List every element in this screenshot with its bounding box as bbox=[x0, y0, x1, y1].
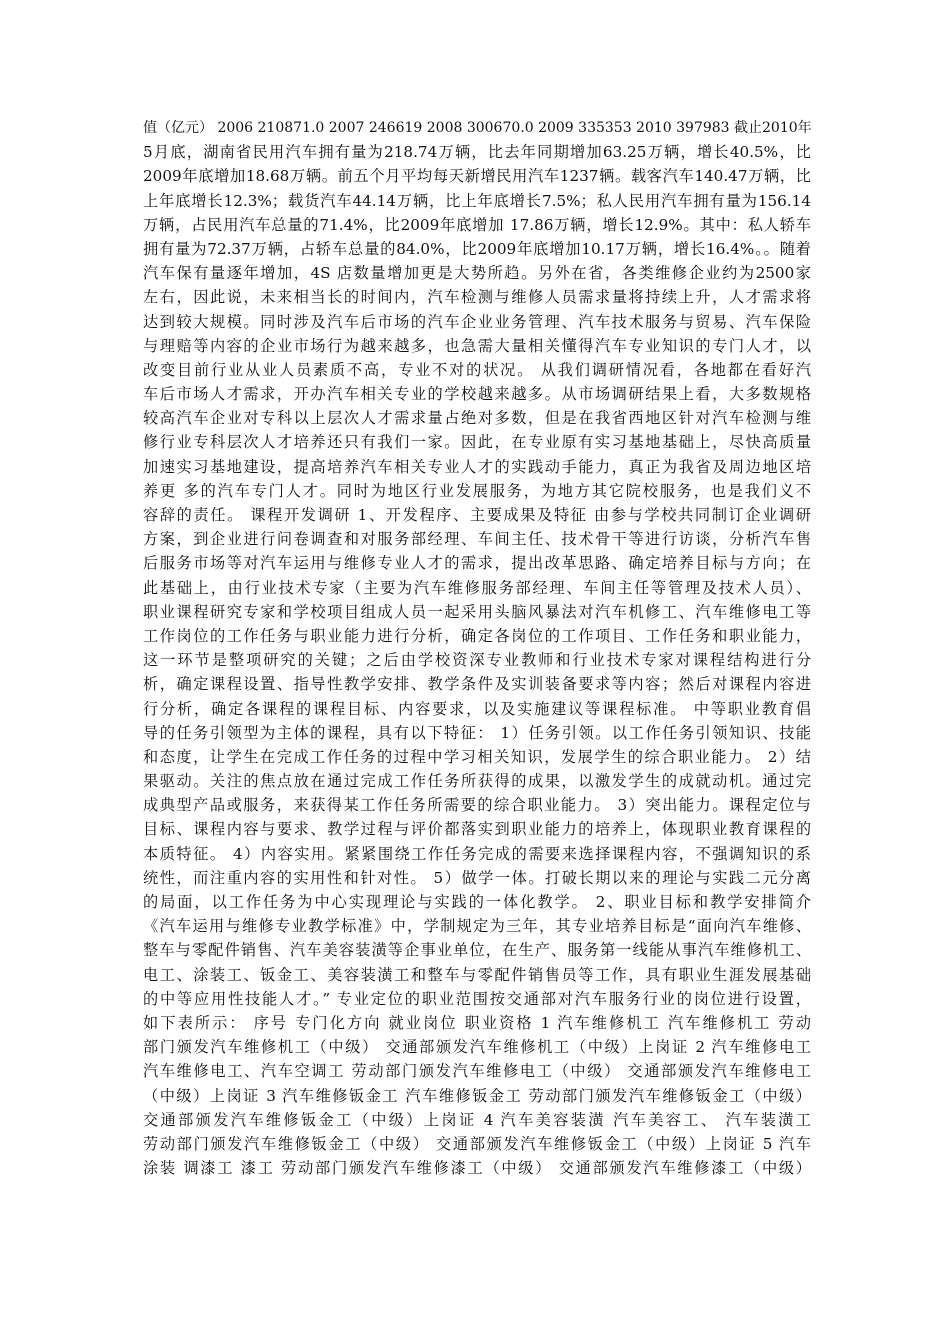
text-line: 成典型产品或服务，来获得某工作任务所需要的综合职业能力。 3）突出能力。课程定位与 bbox=[143, 796, 811, 815]
text-line: 统性，而注重内容的实用性和针对性。 5）做学一体。打破长期以来的理论与实践二元分离 bbox=[143, 868, 811, 887]
text-line: 的局面，以工作任务为中心实现理论与实践的一体化教学。 2、职业目标和教学安排简介 bbox=[143, 893, 811, 911]
text-line: 上年底增长12.3%；载货汽车44.14万辆，比上年底增长7.5%；私人民用汽车拥有量为156.14 bbox=[143, 191, 811, 210]
text-line: 目标、课程内容与要求、教学过程与评价都落实到职业能力的培养上，体现职业教育课程的 bbox=[143, 820, 811, 839]
text-line: 容辞的责任。 课程开发调研 1、开发程序、主要成果及特征 由参与学校共同制订企业调研 bbox=[143, 506, 811, 524]
text-line: 较高汽车企业对专科以上层次人才需求量占绝对多数，但是在我省西地区针对汽车检测与维 bbox=[143, 409, 811, 428]
text-line: 改变目前行业从业人员素质不高，专业不对的状况。 从我们调研情况看，各地都在看好汽 bbox=[143, 360, 811, 379]
text-line: 析，确定课程设置、指导性教学安排、教学条件及实训装备要求等内容；然后对课程内容进 bbox=[143, 675, 811, 694]
text-line: 和态度，让学生在完成工作任务的过程中学习相关知识，发展学生的综合职业能力。 2）结 bbox=[143, 747, 811, 766]
text-line: 养更 多的汽车专门人才。同时为地区行业发展服务，为地方其它院校服务，也是我们义不 bbox=[143, 481, 811, 500]
text-line: 果驱动。关注的焦点放在通过完成工作任务所获得的成果，以激发学生的成就动机。通过完 bbox=[143, 772, 811, 791]
body-text bbox=[143, 116, 811, 1180]
text-line: （中级）上岗证 3 汽车维修钣金工 汽车维修钣金工 劳动部门颁发汽车维修钣金工（中级） bbox=[143, 1086, 811, 1105]
text-line: 车后市场人才需求，开办汽车相关专业的学校越来越多。从市场调研结果上看，大多数规格 bbox=[143, 385, 811, 404]
text-line: 汽车维修电工、汽车空调工 劳动部门颁发汽车维修电工（中级） 交通部颁发汽车维修电工 bbox=[143, 1062, 811, 1081]
text-line: 达到较大规模。同时涉及汽车后市场的汽车企业业务管理、汽车技术服务与贸易、汽车保险 bbox=[143, 312, 811, 331]
text-line: 拥有量为72.37万辆，占轿车总量的84.0%，比2009年底增加10.17万辆，增长16.4%。。随着 bbox=[143, 239, 811, 258]
text-line: 交通部颁发汽车维修钣金工（中级）上岗证 4 汽车美容装潢 汽车美容工、 汽车装潢工 bbox=[143, 1110, 811, 1129]
text-line: 部门颁发汽车维修机工（中级） 交通部颁发汽车维修机工（中级）上岗证 2 汽车维修电工 bbox=[143, 1038, 811, 1057]
text-line: 这一环节是整项研究的关键；之后由学校资深专业教师和行业技术专家对课程结构进行分 bbox=[143, 651, 811, 670]
text-line: 左右，因此说，未来相当长的时间内，汽车检测与维修人员需求量将持续上升，人才需求将 bbox=[143, 288, 811, 307]
text-line: 方案，到企业进行问卷调查和对服务部经理、车间主任、技术骨干等进行访谈，分析汽车售 bbox=[143, 530, 811, 549]
text-line: 值（亿元） 2006 210871.0 2007 246619 2008 300670.0 2009 335353 2010 397983 截止2010年 bbox=[143, 120, 812, 136]
text-line: 行分析，确定各课程的课程目标、内容要求，以及实施建议等课程标准。 中等职业教育倡 bbox=[143, 699, 811, 718]
text-line: 5月底，湖南省民用汽车拥有量为218.74万辆，比去年同期增加63.25万辆，增长40.5%，比 bbox=[143, 143, 811, 162]
text-line: 工作岗位的工作任务与职业能力进行分析，确定各岗位的工作项目、工作任务和职业能力， bbox=[143, 626, 811, 645]
text-line: 如下表所示： 序号 专门化方向 就业岗位 职业资格 1 汽车维修机工 汽车维修机工 劳动 bbox=[143, 1013, 811, 1032]
text-line: 劳动部门颁发汽车维修钣金工（中级） 交通部颁发汽车维修钣金工（中级）上岗证 5 汽车 bbox=[143, 1134, 811, 1153]
text-line: 整车与零配件销售、汽车美容装潢等企事业单位，在生产、服务第一线能从事汽车维修机工、 bbox=[143, 941, 811, 960]
text-line: 后服务市场等对汽车运用与维修专业人才的需求，提出改革思路、确定培养目标与方向；在 bbox=[143, 554, 811, 573]
text-line: 2009年底增加18.68万辆。前五个月平均每天新增民用汽车1237辆。载客汽车140.47万辆，比 bbox=[143, 167, 811, 186]
text-line: 职业课程研究专家和学校项目组成人员一起采用头脑风暴法对汽车机修工、汽车维修电工等 bbox=[143, 602, 811, 621]
text-line: 本质特征。 4）内容实用。紧紧围绕工作任务完成的需要来选择课程内容，不强调知识的系 bbox=[143, 844, 811, 863]
text-line: 涂装 调漆工 漆工 劳动部门颁发汽车维修漆工（中级） 交通部颁发汽车维修漆工（中级） bbox=[143, 1159, 811, 1178]
text-line: 《汽车运用与维修专业教学标准》中，学制规定为三年，其专业培养目标是“面向汽车维修、 bbox=[143, 917, 811, 936]
text-line: 汽车保有量逐年增加，4S 店数量增加更是大势所趋。另外在省，各类维修企业约为2500家 bbox=[143, 264, 811, 283]
text-line: 与理赔等内容的企业市场行为越来越多，也急需大量相关懂得汽车专业知识的专门人才，以 bbox=[143, 336, 811, 355]
text-line: 万辆，占民用汽车总量的71.4%，比2009年底增加 17.86万辆，增长12.9%。其中：私人轿车 bbox=[143, 215, 811, 234]
text-line: 修行业专科层次人才培养还只有我们一家。因此，在专业原有实习基地基础上，尽快高质量 bbox=[143, 433, 811, 452]
text-line: 导的任务引领型为主体的课程，具有以下特征： 1）任务引领。以工作任务引领知识、技能 bbox=[143, 723, 811, 742]
text-line: 此基础上，由行业技术专家（主要为汽车维修服务部经理、车间主任等管理及技术人员）、 bbox=[143, 578, 811, 597]
text-line: 加速实习基地建设，提高培养汽车相关专业人才的实践动手能力，真正为我省及周边地区培 bbox=[143, 457, 811, 476]
text-line: 的中等应用性技能人才。” 专业定位的职业范围按交通部对汽车服务行业的岗位进行设置， bbox=[143, 989, 811, 1008]
text-line: 电工、涂装工、钣金工、美容装潢工和整车与零配件销售员等工作，具有职业生涯发展基础 bbox=[143, 965, 811, 984]
